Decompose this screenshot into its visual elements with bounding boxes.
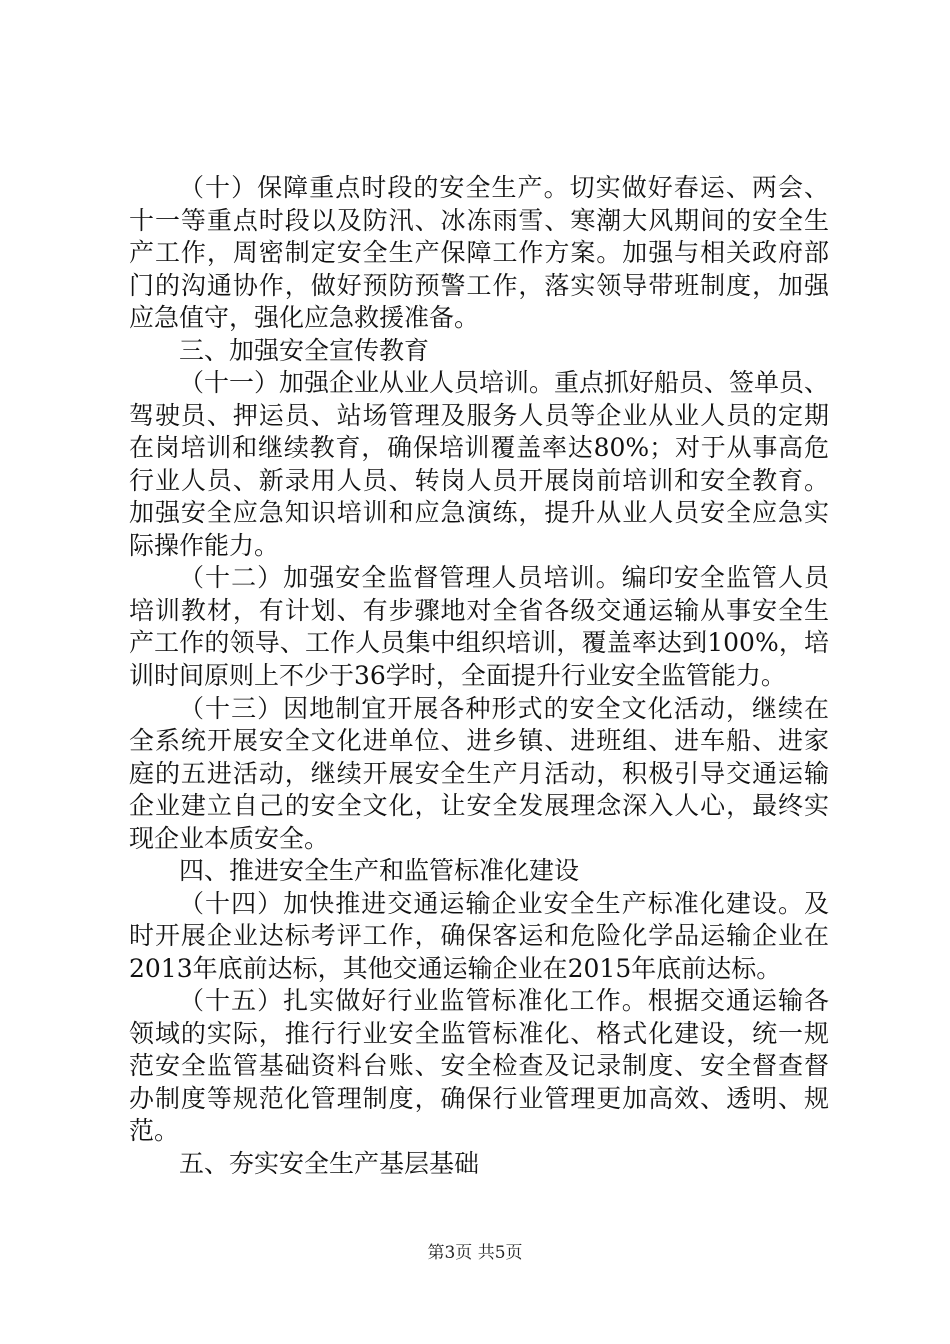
text-line: 范安全监管基础资料台账、安全检查及记录制度、安全督查督 bbox=[129, 1051, 829, 1080]
text-line: 全系统开展安全文化进单位、进乡镇、进班组、进车船、进家 bbox=[129, 726, 829, 755]
text-line: 际操作能力。 bbox=[129, 531, 280, 560]
text-line: 时开展企业达标考评工作，确保客运和危险化学品运输企业在 bbox=[129, 921, 829, 950]
text-line: 加强安全应急知识培训和应急演练，提升从业人员安全应急实 bbox=[129, 498, 829, 527]
text-line: 产工作，周密制定安全生产保障工作方案。加强与相关政府部 bbox=[129, 238, 829, 267]
text-line: 在岗培训和继续教育，确保培训覆盖率达80%；对于从事高危 bbox=[129, 433, 829, 462]
text-line: 产工作的领导、工作人员集中组织培训，覆盖率达到100%，培 bbox=[129, 628, 829, 657]
text-line: 庭的五进活动，继续开展安全生产月活动，积极引导交通运输 bbox=[129, 759, 829, 788]
section-heading: 五、夯实安全生产基层基础 bbox=[179, 1149, 480, 1178]
text-line: （十）保障重点时段的安全生产。切实做好春运、两会、 bbox=[179, 173, 829, 202]
section-heading: 四、推进安全生产和监管标准化建设 bbox=[179, 856, 580, 885]
text-line: （十四）加快推进交通运输企业安全生产标准化建设。及 bbox=[179, 889, 829, 918]
text-line: 培训教材，有计划、有步骤地对全省各级交通运输从事安全生 bbox=[129, 596, 829, 625]
text-line: 范。 bbox=[129, 1116, 180, 1145]
text-line: （十五）扎实做好行业监管标准化工作。根据交通运输各 bbox=[179, 986, 829, 1015]
text-line: 现企业本质安全。 bbox=[129, 824, 330, 853]
text-line: （十三）因地制宜开展各种形式的安全文化活动，继续在 bbox=[179, 694, 829, 723]
text-line: 办制度等规范化管理制度，确保行业管理更加高效、透明、规 bbox=[129, 1084, 829, 1113]
text-line: （十一）加强企业从业人员培训。重点抓好船员、签单员、 bbox=[179, 368, 829, 397]
text-line: 训时间原则上不少于36学时，全面提升行业安全监管能力。 bbox=[129, 661, 786, 690]
text-line: 2013年底前达标，其他交通运输企业在2015年底前达标。 bbox=[129, 954, 782, 983]
text-line: 十一等重点时段以及防汛、冰冻雨雪、寒潮大风期间的安全生 bbox=[129, 206, 829, 235]
text-line: 门的沟通协作，做好预防预警工作，落实领导带班制度，加强 bbox=[129, 271, 829, 300]
text-line: 驾驶员、押运员、站场管理及服务人员等企业从业人员的定期 bbox=[129, 401, 829, 430]
page-number-footer: 第3页 共5页 bbox=[427, 1243, 523, 1263]
section-heading: 三、加强安全宣传教育 bbox=[179, 336, 430, 365]
text-line: 应急值守，强化应急救援准备。 bbox=[129, 303, 480, 332]
text-line: （十二）加强安全监督管理人员培训。编印安全监管人员 bbox=[179, 563, 829, 592]
text-line: 领域的实际，推行行业安全监管标准化、格式化建设，统一规 bbox=[129, 1019, 829, 1048]
text-line: 行业人员、新录用人员、转岗人员开展岗前培训和安全教育。 bbox=[129, 466, 829, 495]
text-line: 企业建立自己的安全文化，让安全发展理念深入人心，最终实 bbox=[129, 791, 829, 820]
